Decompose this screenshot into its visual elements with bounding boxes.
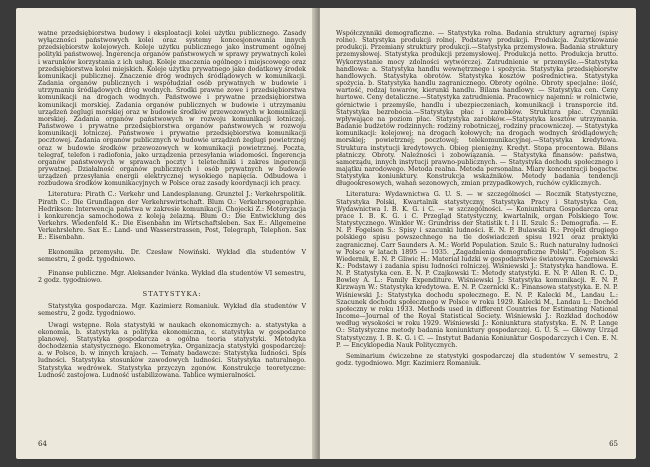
page-number-right: 65	[609, 440, 618, 448]
course-statystyka: Statystyka gospodarcza. Mgr. Kazimierz Romaniuk. Wykład dla studentów V semestru, 2 godz. tygodniowo.	[38, 303, 306, 318]
transport-paragraph: watne przedsiębiorstwa budowy i eksploatacji kolei użytku publicznego. Zasady wyłączności państwowych kolei oraz systemy koncesjonowania innych przedsiębiorstw kolejowych. Koleje użytku publicznego jako instrument ogólnej polityki państwowej. Ingerencja organów państwowych w sprawy prywatnych kolei i warunków korzystania z ich usług. Koleje znaczenia ogólnego i miejscowego oraz przedsiębiorstwa kolei miejskich. Koleje użytku prywatnego jako dodatkowy środek komunikacji publicznej. Znaczenie dróg wodnych śródlądowych w komunikacji. Zadania organów publicznych i współudział osób prywatnych w budowie i utrzymaniu śródlądowych dróg wodnych. Środki prawne zowe i przedsiębiorstwa komunikacji na drogach wodnych. Państwowe i prywatne przedsiębiorstwa komunikacji morskiej. Zadania organów publicznych w budowie i utrzymaniu urządzeń żeglugi morskiej oraz w budowie środków przewozowych w komunikacji morskiej. Zadania organów państwowych w rozwoju komunikacji lotniczej. Państwowe i prywatne przedsiębiorstwa organów państwowych w rozwoju komunikacji lotniczej. Państwowe i prywatne przedsiębiorstwa komunikacji pocztowej. Zadania organów publicznych w budowie urządzeń żeglugi powietrznej oraz w budowie środków przewozowych w komunikacji powietrznej. Poczta, telegraf, telefon i radiofonia, jako urządzenia przesyłania wiadomości. Ingerencja organów państwowych w sprawach poczty i teletechniki i zakres ingerencji prywatnej. Działalność organów publicznych i osób prywatnych w budowie urządzeń przesyłania energii elektrycznej wysokiego napięcia. Odbudowa i rozbudowa środków komunikacyjnych w Polsce oraz zasady koordynacji ich pracy.	[38, 30, 306, 188]
left-column	[38, 30, 306, 379]
left-page	[16, 8, 316, 459]
literature-paragraph-right: Literatura: Wydawnictwa G. U. S. — w szczególności — Rocznik Statystyczne, Statystyka Polski, Kwartalnik statystyczny, Statystyka Pracy i Statystyka Cen, Wydawnictwa I. B. K. G. i C. — w szczególności. — Koniunktura Gospodarcza oraz prace I. B. K. G. i C. Przegląd Statystyczny, kwartalnik, organ Polskiego Tow. Statystycznego. Winkler W.: Grundriss der Statistik t. I i II. Szulc S.: Demografia. — E. N. P. Fogelson S.: Spisy i szacunki ludności. E. N. P. Bulawski R.: Projekt drugiego polskiego spisu powszechnego na tle doświadczeń spisu 1921 oraz praktyki zagranicznej. Carr Saunders A. M.: World Population. Szulc S.: Ruch naturalny ludności w Polsce w latach 1895 — 1935. „Zagadnienia demograficzne Polski”. Fogelson S.: Wiedernik, E. N. P. Gliwic H.: Materiał ludzki w gospodarstwie światowym. Czerniewski K.: Podstawy i zadania spisu ludności rolniczej. Wiśniewski J.: Statystyka handlowa. E. N. P. Statystyka cen. E. N. P. Czajkowski T.: Metody statystyki. E. N. P. Allen R. C. D., Bowley A. L.: Family Expenditure. Wiśniewski J.: Statystyka komunikacji. E. N. P. Kirzwayn W.: Statystyka kredytowa. E. N. P. Czernicki K.: Finansowa statystyka. E. N. P. Wiśniewski J.: Statystyka dochodu społecznego. E. N. P. Kalecki M., Landau L.: Szacunek dochodu społecznego w Polsce w roku 1929. Kalecki M., Landau L.: Dochód społeczny w roku 1933. Methods used in different Countries for Estimating National Income—Journal of the Royal Statistical Society. Wiśniewski J.: Rozkład dochodów według wysokości w roku 1929. Wiśniewski J.: Koniunktura statystyka. E. N. P. Lange O.: Statystyczne metody badania koniunktury gospodarczej. G. U. S. — Główny Urząd Statystyczny. I. B. K. G. i C. — Instytut Badania Koniunktur Gospodarczych i Cen. E. N. P. — Encyklopedia Nauk Politycznych.	[336, 191, 618, 349]
right-page	[320, 8, 636, 459]
literature-paragraph: Literatura: Pirath C.: Verkehr und Landesplanung. Grunztel J.: Verkehrspolitik. Pirath C.: Die Grundlagen der Verkehrswirtschaft. Blum O.: Verkehrsgeographie. Hedrikson: Interwencja państwa w zakresie komunikacji. Chojecki Z.: Motoryzacja i konkurencja samochodowa z koleją żelazną. Blum O.: Die Entwicklung des Verkehrs. Wiedenfeld K.: Die Eisenbahn im Wirtschaftsleben. Sax E.: Allgemeine Verkehrslehre. Sax E.: Land- und Wasserstrassen, Post, Telegraph, Telephon. Sax E.: Eisenbahn.	[38, 191, 306, 242]
course-finanse: Finanse publiczne. Mgr. Aleksander Ivánka. Wykład dla studentów VI semestru, 2 godz. tygodniowo.	[38, 269, 306, 284]
statistics-topics-paragraph: Współczynniki demograficzne. — Statystyka rolna. Badania struktury agrarnej (spisy rolne). Statystyka produkcji rolnej. Podstawy produkcji. Produkcja. Zużytkowanie produkcji. Przemiany struktury produkcji.—Statystyka przemysłowa. Badania struktury przemysłowej. Statystyka produkcji przemysłowej. Produkcja netto. Produkcja brutto. Wykorzystanie mocy zdolności wytwórczej. Zatrudnienie w przemyśle.—Statystyka handlowa: a. Statystyka handlu wewnętrznego i spożycia. Statystyka przedsiębiorstw handlowych. Statystyka obrotów. Statystyka kosztów pośrednictwa. Statystyka spożycia. b. Statystyka handlu zagranicznego. Obroty ogólne. Obroty specjalne: ilość, wartość, rodzaj towarów, kierunki handlu. Bilans handlowy. — Statystyka cen. Ceny hurtowe. Ceny detaliczne.—Statystyka zatrudnienia. Pracownicy najemni: w rolnictwie, górnictwie i przemyśle, handlu i ubezpieczeniach, komunikacji i transporcie itd. Statystyka bezrobocia.—Statystyka płac i zarobków. Struktura płac. Czynniki wpływające na poziom płac. Statystyka zarobków.—Statystyka kosztów utrzymania. Badanie budżetów rodzinnych: rodziny robotniczej, rodziny pracowniczej. — Statystyka komunikacji: kolejowej; na drogach kołowych; na drogach wodnych śródlądowych; morskiej; powietrznej; pocztowej; telekomunikacyjnej.—Statystyka kredytowa. Struktura instytucji kredytowych. Obieg pieniężny. Kredyt. Stopa procentowa. Bilans płatniczy. Obroty. Należności i zobowiązania. — Statystyka finansów: państwa, samorządu, innych instytucji prawno-publicznych. — Statystyka dochodu społecznego i majątku narodowego. Metoda realna. Metoda personalna. Miary koncentracji bogactw. Statystyka koniunktury. Konstrukcja wskaźników. Metody badania tendencji długookresowych, wahań sezonowych, zmian przypadkowych, ruchów cyklicznych.	[336, 30, 618, 188]
course-ekonomika: Ekonomika przemysłu. Dr. Czesław Nowiński. Wykład dla studentów V semestru, 2 godz. tygodniowo.	[38, 248, 306, 263]
remarks-paragraph: Uwagi wstępne. Rola statystyki w naukach ekonomicznych: a. statystyka a ekonomia, b. statystyka a polityka ekonomiczna, c. statystyka w gospodarce planowej. Statystyka gospodarcza a ogólna teoria statystyki. Metodyka dochodzenia statystycznego. Ekonometryka. Organizacja statystyki gospodarczej: a. w Polsce, b. w innych krajach. — Tematy badawcze: Statystyka ludności. Spis ludności. Statystyka stosunków zawodowych ludności. Statystyka naturalnego. Statystyka wędrówek. Statystyka przyczyn zgonów. Konstrukcje teoretyczne: Ludność zastojowa. Ludność ustabilizowana. Tablice wymieralności.	[38, 321, 306, 379]
seminar-paragraph: Seminarium ćwiczebne ze statystyki gospodarczej dla studentów V semestru, 2 godz. tygodniowo. Mgr. Kazimierz Romaniuk.	[336, 352, 618, 368]
right-column	[336, 30, 618, 367]
page-number-left: 64	[38, 440, 47, 448]
section-heading: STATYSTYKA:	[142, 290, 202, 299]
